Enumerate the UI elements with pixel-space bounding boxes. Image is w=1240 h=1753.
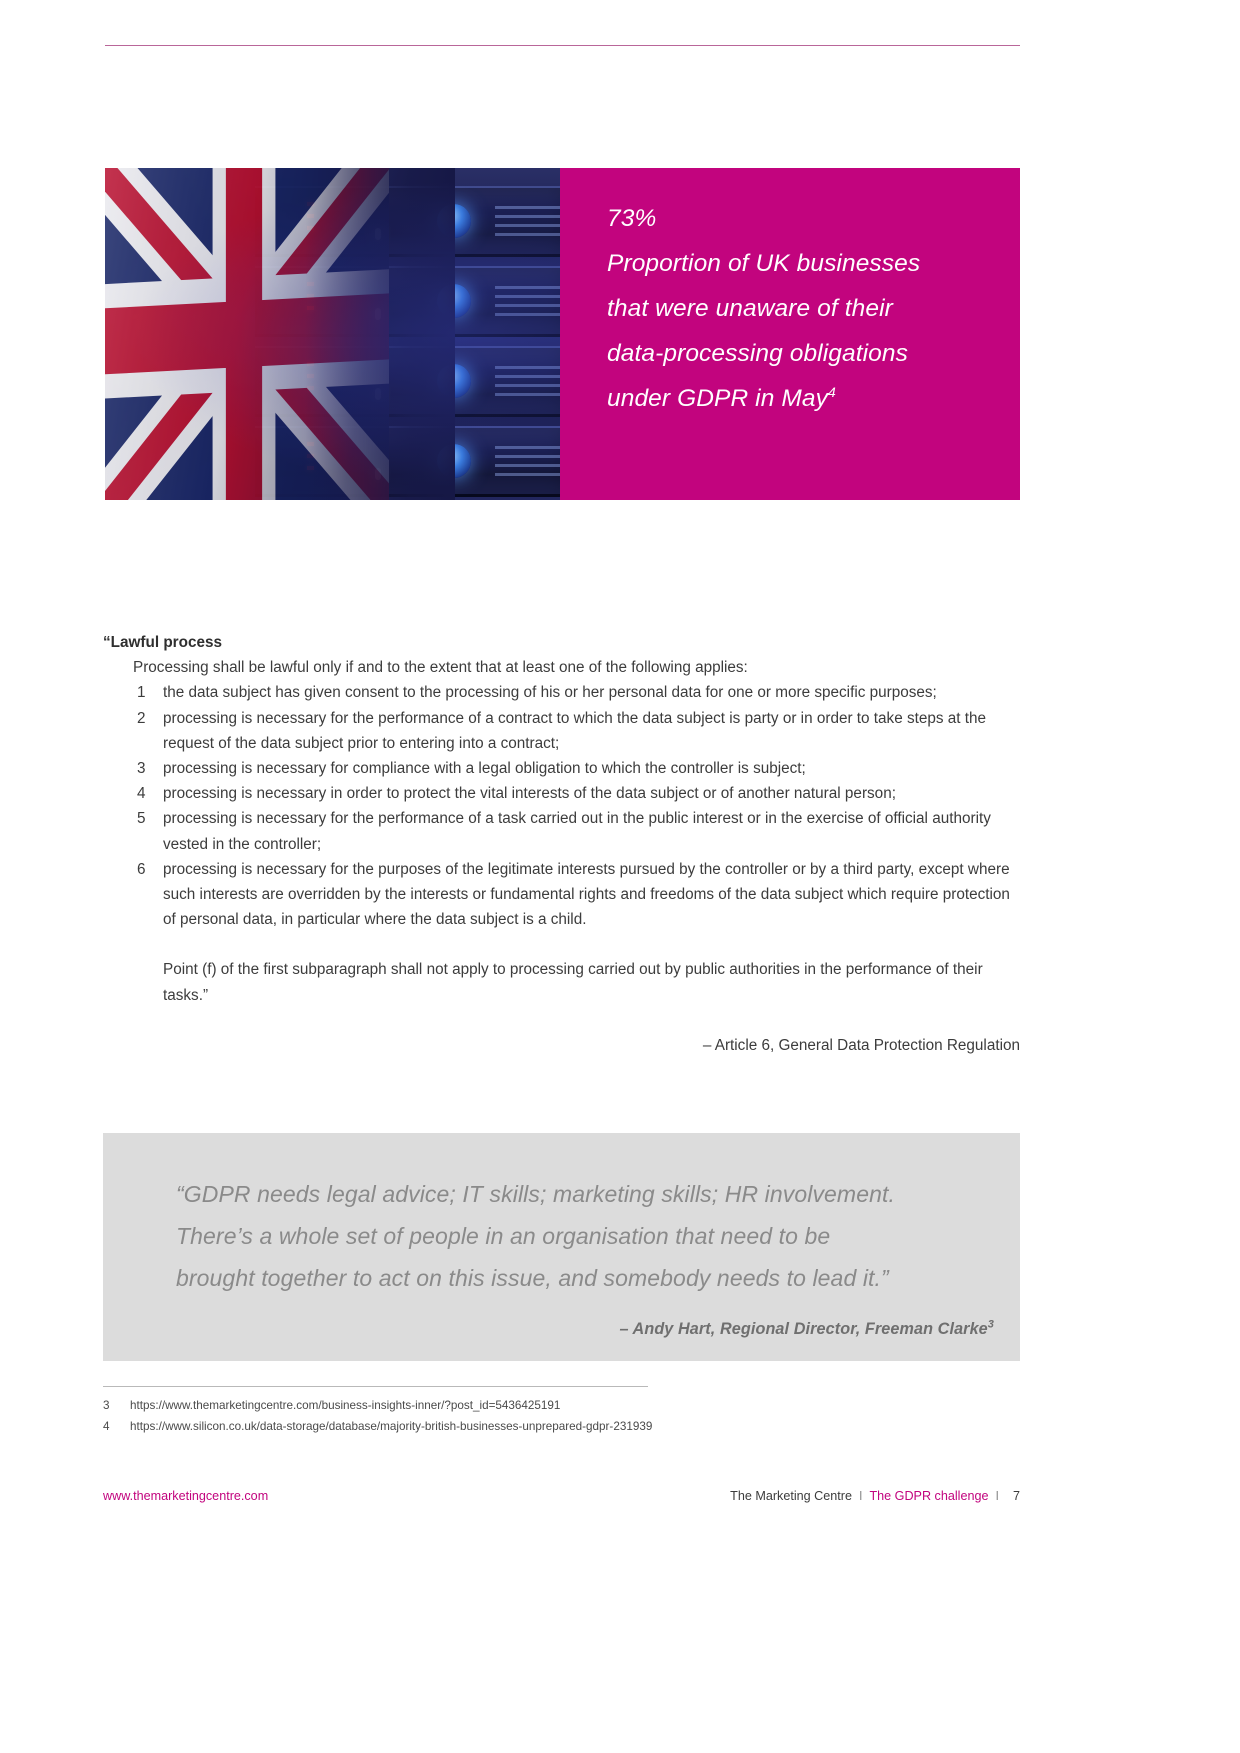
hero-stat-line-4-text: under GDPR in May [607, 385, 828, 412]
footnote-url[interactable]: https://www.silicon.co.uk/data-storage/database/majority-british-businesses-unprepared-gdpr-231939 [130, 1420, 653, 1433]
list-item [103, 806, 1020, 856]
hero-stat-line-4 [607, 376, 1002, 421]
footnote-item [103, 1395, 1020, 1416]
clause-text: processing is necessary for the purposes of the legitimate interests pursued by the controller or by a third party, except where such interests are overridden by the interests or fundamental rights and freedoms of the data subject which require protection of personal data, in particular where the data subject is a child. [163, 860, 1010, 929]
hero-stat-panel [560, 168, 1020, 500]
footnote-divider [103, 1386, 648, 1387]
pull-quote-text [176, 1173, 994, 1299]
clause-number: 1 [137, 684, 146, 702]
clause-number: 3 [137, 760, 146, 778]
footnote-number: 4 [103, 1420, 110, 1433]
article-clause-list [103, 680, 1020, 932]
pull-quote-attribution [176, 1320, 994, 1339]
hero-stat-text [607, 196, 1002, 421]
footer-meta [730, 1489, 1020, 1503]
article-attribution: – Article 6, General Data Protection Regulation [702, 1036, 1020, 1054]
footer-separator-1: I [858, 1489, 863, 1503]
article-tail-paragraph: Point (f) of the first subparagraph shall not apply to processing carried out by public authorities in the performance of their tasks.” [163, 961, 983, 1004]
clause-number: 5 [137, 810, 146, 828]
hero-banner [105, 168, 1020, 500]
footnote-item [103, 1416, 1020, 1437]
hero-stat-line-1: Proportion of UK businesses [607, 250, 921, 277]
footer-website-link[interactable]: www.themarketingcentre.com [103, 1489, 269, 1503]
list-item [103, 756, 1020, 781]
clause-number: 4 [137, 785, 146, 803]
list-item [103, 857, 1020, 933]
hero-stat-value: 73% [607, 205, 657, 232]
hero-footnote-marker: 4 [827, 384, 836, 401]
footer-document-title: The GDPR challenge [869, 1489, 989, 1503]
flag-blend-gradient [305, 168, 455, 500]
clause-text: processing is necessary for the performance of a task carried out in the public interest or in the exercise of official authority vested in the controller; [163, 810, 991, 853]
pull-quote-line-2: There’s a whole set of people in an organisation that need to be [176, 1223, 831, 1249]
list-item [103, 706, 1020, 756]
article-lead-in: Processing shall be lawful only if and to the extent that at least one of the following applies: [133, 659, 748, 677]
pull-quote-attribution-text: – Andy Hart, Regional Director, Freeman Clarke [619, 1320, 988, 1338]
footer-page-number: 7 [1012, 1489, 1020, 1503]
clause-text: processing is necessary for the performance of a contract to which the data subject is party or in order to take steps at the request of the data subject prior to entering into a contract; [163, 709, 987, 752]
list-item [103, 680, 1020, 705]
footnote-list [103, 1395, 1020, 1437]
pull-quote-line-3: brought together to act on this issue, and somebody needs to lead it.” [176, 1265, 889, 1291]
footer-separator-2: I [995, 1489, 999, 1503]
article-heading: “Lawful process [103, 634, 223, 651]
clause-number: 2 [137, 709, 146, 727]
footnote-url[interactable]: https://www.themarketingcentre.com/business-insights-inner/?post_id=5436425191 [130, 1399, 561, 1412]
pull-quote-line-1: “GDPR needs legal advice; IT skills; marketing skills; HR involvement. [176, 1181, 895, 1207]
hero-photo-union-jack-servers [105, 168, 560, 500]
hero-stat-line-2: that were unaware of their [607, 295, 893, 322]
pull-quote-footnote-marker: 3 [987, 1318, 994, 1331]
list-item [103, 781, 1020, 806]
hero-stat-line-3: data-processing obligations [607, 340, 908, 367]
clause-text: processing is necessary for compliance with a legal obligation to which the controller is subject; [163, 760, 806, 778]
clause-number: 6 [137, 860, 146, 878]
footer-brand: The Marketing Centre [730, 1489, 852, 1503]
footnote-number: 3 [103, 1399, 110, 1412]
clause-text: processing is necessary in order to protect the vital interests of the data subject or of another natural person; [163, 785, 896, 803]
clause-text: the data subject has given consent to the processing of his or her personal data for one or more specific purposes; [163, 684, 937, 702]
pull-quote-box [103, 1133, 1020, 1361]
top-rule-divider [105, 45, 1020, 46]
article-quote-block [103, 630, 1020, 1058]
